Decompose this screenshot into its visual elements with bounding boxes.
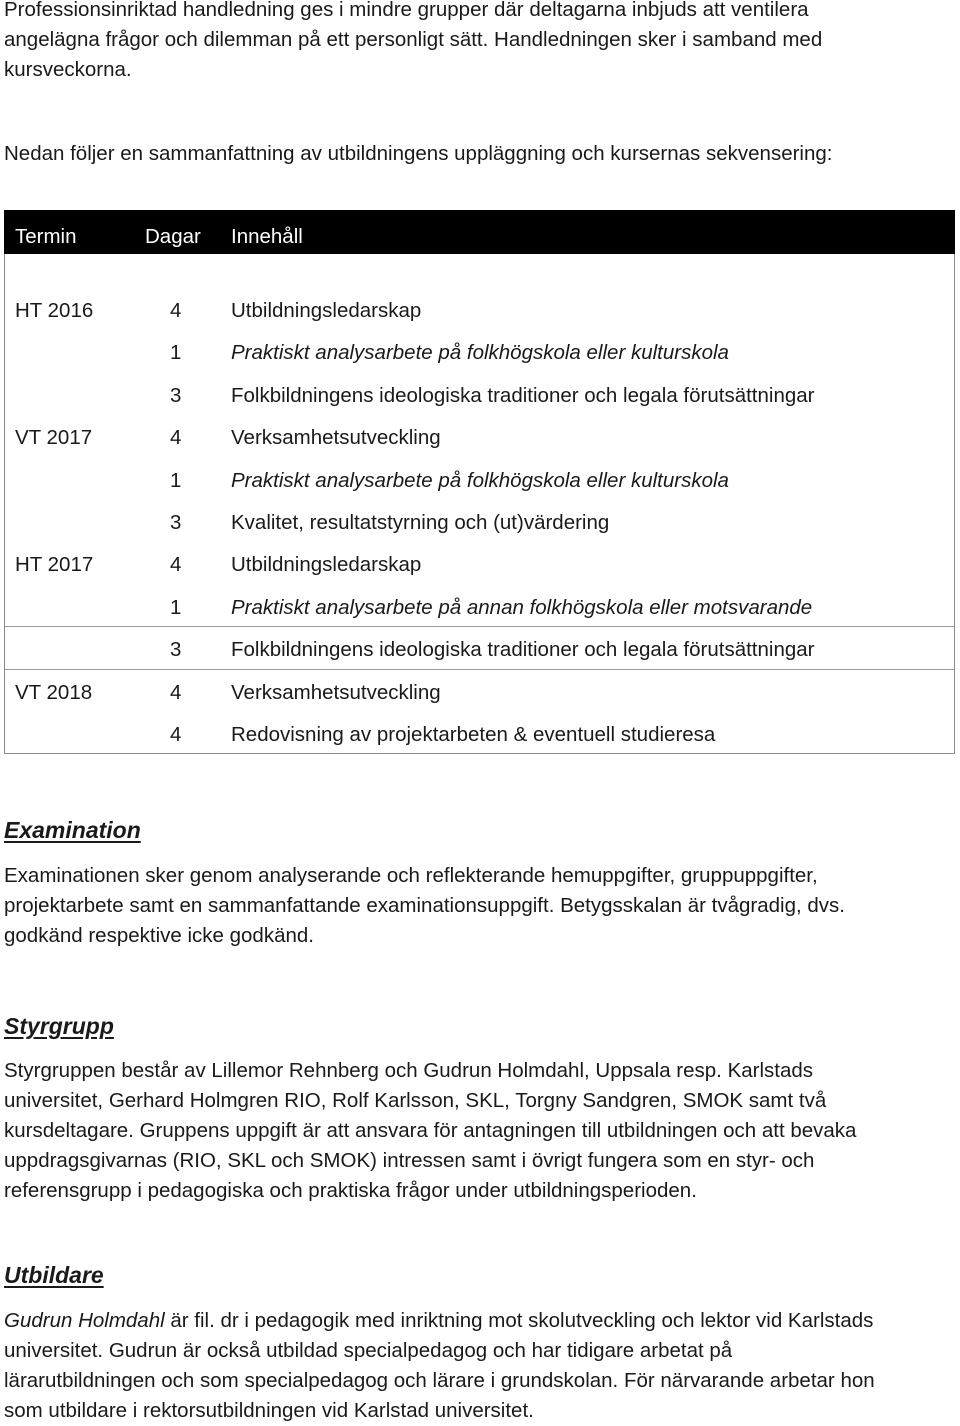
educator-line: som utbildare i rektorsutbildningen vid Karlstad universitet. [4, 1399, 534, 1422]
days-cell: 4 [170, 553, 182, 576]
educator-paragraph [4, 1306, 956, 1426]
content-cell: Utbildningsledarskap [231, 553, 422, 576]
term-cell: HT 2017 [15, 553, 94, 576]
days-cell: 4 [170, 681, 182, 704]
steering-line: uppdragsgivarnas (RIO, SKL och SMOK) intressen samt i övrigt fungera som en styr- och [4, 1149, 815, 1172]
days-cell: 4 [170, 426, 182, 449]
days-cell: 1 [170, 596, 182, 619]
row-divider [5, 669, 954, 670]
examination-line: godkänd respektive icke godkänd. [4, 924, 314, 947]
educator-line-rest: är fil. dr i pedagogik med inriktning mot skolutveckling och lektor vid Karlstads [164, 1309, 874, 1332]
content-cell: Verksamhetsutveckling [231, 426, 441, 449]
content-cell: Praktiskt analysarbete på folkhögskola eller kulturskola [231, 341, 729, 364]
intro-line: kursveckorna. [4, 58, 132, 81]
examination-line: projektarbete samt en sammanfattande examinationsuppgift. Betygsskalan är tvågradig, dvs. [4, 894, 845, 917]
days-cell: 3 [170, 511, 182, 534]
intro-line: angelägna frågor och dilemman på ett personligt sätt. Handledningen sker i samband med [4, 28, 823, 51]
steering-line: Styrgruppen består av Lillemor Rehnberg och Gudrun Holmdahl, Uppsala resp. Karlstads [4, 1059, 814, 1082]
examination-heading: Examination [4, 817, 141, 843]
examination-paragraph [4, 861, 956, 951]
summary-sentence: Nedan följer en sammanfattning av utbildningens uppläggning och kursernas sekvensering: [4, 142, 833, 165]
educator-heading: Utbildare [4, 1262, 104, 1288]
steering-line: universitet, Gerhard Holmgren RIO, Rolf Karlsson, SKL, Torgny Sandgren, SMOK samt två [4, 1089, 827, 1112]
steering-heading: Styrgrupp [4, 1013, 114, 1039]
header-term: Termin [15, 225, 77, 248]
days-cell: 1 [170, 469, 182, 492]
days-cell: 3 [170, 384, 182, 407]
term-cell: VT 2018 [15, 681, 93, 704]
row-divider [5, 626, 954, 627]
educator-line: universitet. Gudrun är också utbildad specialpedagog och har tidigare arbetat på [4, 1339, 733, 1362]
content-cell: Praktiskt analysarbete på folkhögskola eller kulturskola [231, 469, 729, 492]
content-cell: Kvalitet, resultatstyrning och (ut)värdering [231, 511, 610, 534]
educator-name: Gudrun Holmdahl [4, 1309, 165, 1332]
educator-line: lärarutbildningen och som specialpedagog och lärare i grundskolan. För närvarande arbetar hon [4, 1369, 875, 1392]
content-cell: Utbildningsledarskap [231, 299, 422, 322]
schedule-table [4, 210, 955, 754]
table-header [4, 210, 955, 254]
term-cell: HT 2016 [15, 299, 94, 322]
content-cell: Folkbildningens ideologiska traditioner och legala förutsättningar [231, 384, 815, 407]
term-cell: VT 2017 [15, 426, 93, 449]
intro-paragraph [4, 0, 956, 85]
intro-line: Professionsinriktad handledning ges i mindre grupper där deltagarna inbjuds att ventilera [4, 0, 809, 21]
days-cell: 1 [170, 341, 182, 364]
steering-paragraph [4, 1056, 956, 1206]
days-cell: 4 [170, 299, 182, 322]
steering-line: kursdeltagare. Gruppens uppgift är att ansvara för antagningen till utbildningen och att bevaka [4, 1119, 857, 1142]
content-cell: Verksamhetsutveckling [231, 681, 441, 704]
header-days: Dagar [145, 225, 201, 248]
content-cell: Folkbildningens ideologiska traditioner och legala förutsättningar [231, 638, 815, 661]
steering-line: referensgrupp i pedagogiska och praktiska frågor under utbildningsperioden. [4, 1179, 697, 1202]
days-cell: 3 [170, 638, 182, 661]
educator-line [4, 1306, 956, 1336]
content-cell: Redovisning av projektarbeten & eventuell studieresa [231, 723, 716, 746]
examination-line: Examinationen sker genom analyserande och reflekterande hemuppgifter, gruppuppgifter, [4, 864, 818, 887]
content-cell: Praktiskt analysarbete på annan folkhögskola eller motsvarande [231, 596, 813, 619]
header-content: Innehåll [231, 225, 303, 248]
days-cell: 4 [170, 723, 182, 746]
